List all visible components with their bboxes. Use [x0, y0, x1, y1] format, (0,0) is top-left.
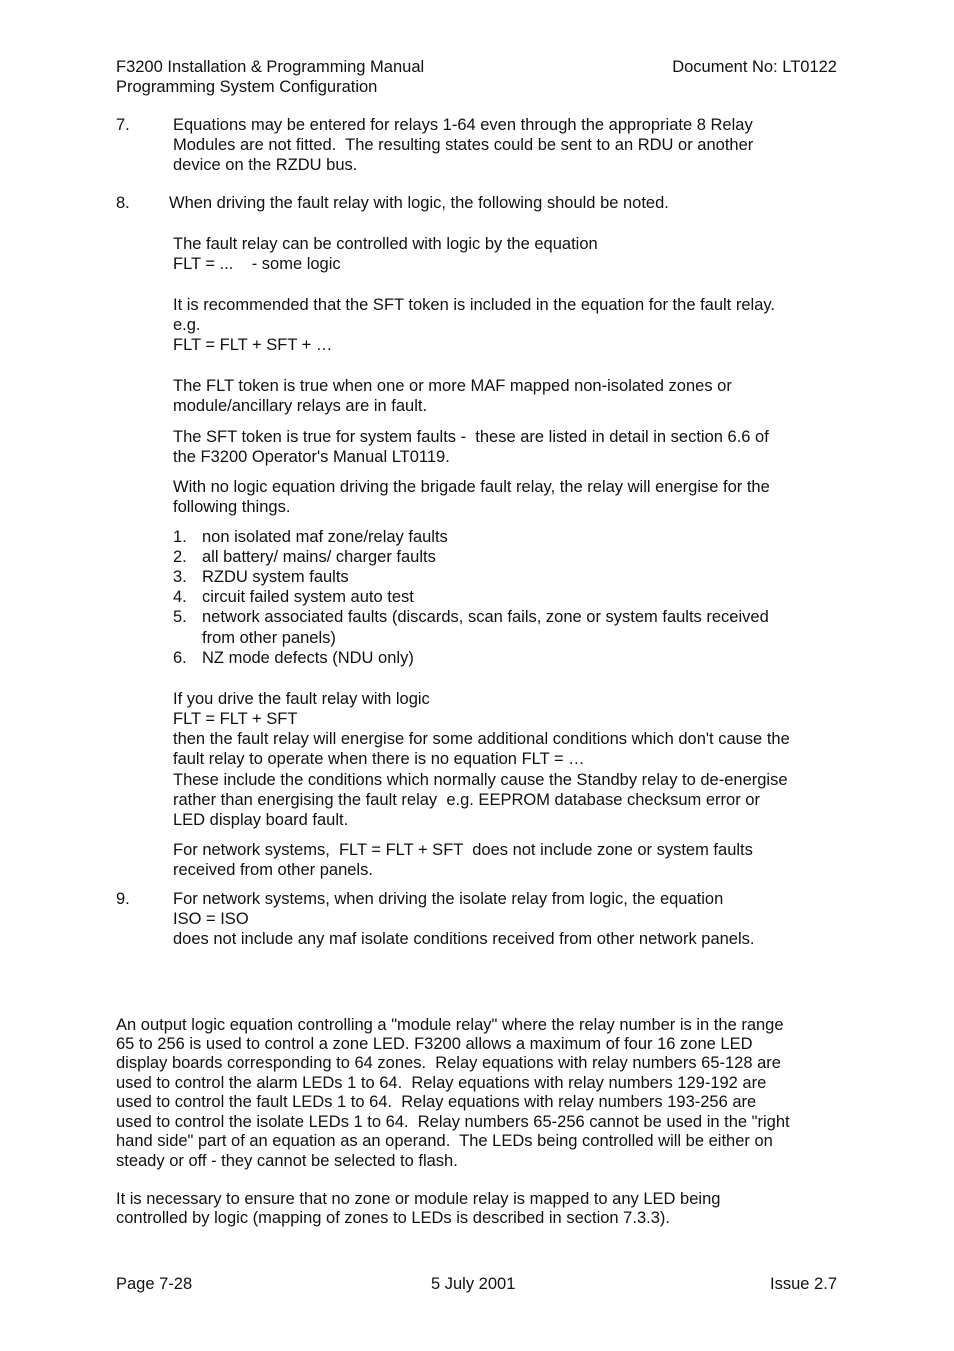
list-item-number: 1.	[173, 528, 187, 546]
text-line: These include the conditions which normally cause the Standby relay to de-energise	[173, 771, 788, 789]
text-line: following things.	[173, 498, 291, 516]
text-line: If you drive the fault relay with logic	[173, 690, 430, 708]
header-doc-number: Document No: LT0122	[672, 58, 837, 76]
text-line: It is necessary to ensure that no zone or module relay is mapped to any LED being	[116, 1190, 721, 1208]
text-line: An output logic equation controlling a "module relay" where the relay number is in the range	[116, 1016, 784, 1034]
list-item: non isolated maf zone/relay faults	[202, 528, 448, 546]
text-line: The FLT token is true when one or more MAF mapped non-isolated zones or	[173, 377, 732, 395]
footer-page-number: Page 7-28	[116, 1275, 193, 1293]
item-8-intro: When driving the fault relay with logic, the following should be noted.	[169, 194, 669, 212]
item-9-number: 9.	[116, 890, 130, 908]
text-line: received from other panels.	[173, 861, 373, 879]
list-item: all battery/ mains/ charger faults	[202, 548, 436, 566]
text-line: 65 to 256 is used to control a zone LED. F3200 allows a maximum of four 16 zone LED	[116, 1035, 753, 1053]
list-item-continuation: from other panels)	[202, 629, 336, 647]
list-item: network associated faults (discards, scan fails, zone or system faults received	[202, 608, 769, 626]
text-line: With no logic equation driving the brigade fault relay, the relay will energise for the	[173, 478, 770, 496]
list-item-number: 4.	[173, 588, 187, 606]
list-item-number: 3.	[173, 568, 187, 586]
text-line: The SFT token is true for system faults - these are listed in detail in section 6.6 of	[173, 428, 769, 446]
text-line: FLT = ... - some logic	[173, 255, 341, 273]
text-line: The fault relay can be controlled with logic by the equation	[173, 235, 598, 253]
list-item: NZ mode defects (NDU only)	[202, 649, 414, 667]
text-line: module/ancillary relays are in fault.	[173, 397, 428, 415]
header-subtitle: Programming System Configuration	[116, 78, 378, 96]
text-line: LED display board fault.	[173, 811, 349, 829]
text-line: used to control the fault LEDs 1 to 64. Relay equations with relay numbers 193-256 are	[116, 1093, 757, 1111]
footer-date: 5 July 2001	[431, 1275, 516, 1293]
text-line: display boards corresponding to 64 zones. Relay equations with relay numbers 65-128 are	[116, 1054, 781, 1072]
text-line: ISO = ISO	[173, 910, 249, 928]
text-line: Modules are not fitted. The resulting states could be sent to an RDU or another	[173, 136, 754, 154]
text-line: For network systems, when driving the isolate relay from logic, the equation	[173, 890, 724, 908]
text-line: does not include any maf isolate conditions received from other network panels.	[173, 930, 755, 948]
list-item-number: 2.	[173, 548, 187, 566]
text-line: steady or off - they cannot be selected to flash.	[116, 1152, 458, 1170]
list-item-number: 6.	[173, 649, 187, 667]
header-title: F3200 Installation & Programming Manual	[116, 58, 425, 76]
text-line: Equations may be entered for relays 1-64 even through the appropriate 8 Relay	[173, 116, 753, 134]
text-line: controlled by logic (mapping of zones to LEDs is described in section 7.3.3).	[116, 1209, 670, 1227]
item-8-number: 8.	[116, 194, 130, 212]
text-line: hand side" part of an equation as an operand. The LEDs being controlled will be either on	[116, 1132, 773, 1150]
item-7-number: 7.	[116, 116, 130, 134]
text-line: then the fault relay will energise for some additional conditions which don't cause the	[173, 730, 790, 748]
text-line: the F3200 Operator's Manual LT0119.	[173, 448, 450, 466]
text-line: e.g.	[173, 316, 201, 334]
text-line: FLT = FLT + SFT	[173, 710, 298, 728]
text-line: used to control the alarm LEDs 1 to 64. Relay equations with relay numbers 129-192 are	[116, 1074, 767, 1092]
text-line: device on the RZDU bus.	[173, 156, 358, 174]
text-line: It is recommended that the SFT token is included in the equation for the fault relay.	[173, 296, 775, 314]
text-line: used to control the isolate LEDs 1 to 64. Relay numbers 65-256 cannot be used in the "right	[116, 1113, 790, 1131]
text-line: FLT = FLT + SFT + …	[173, 336, 333, 354]
footer-issue: Issue 2.7	[770, 1275, 837, 1293]
text-line: rather than energising the fault relay e.g. EEPROM database checksum error or	[173, 791, 760, 809]
list-item: RZDU system faults	[202, 568, 349, 586]
list-item-number: 5.	[173, 608, 187, 626]
list-item: circuit failed system auto test	[202, 588, 414, 606]
text-line: For network systems, FLT = FLT + SFT does not include zone or system faults	[173, 841, 753, 859]
text-line: fault relay to operate when there is no equation FLT = …	[173, 750, 585, 768]
